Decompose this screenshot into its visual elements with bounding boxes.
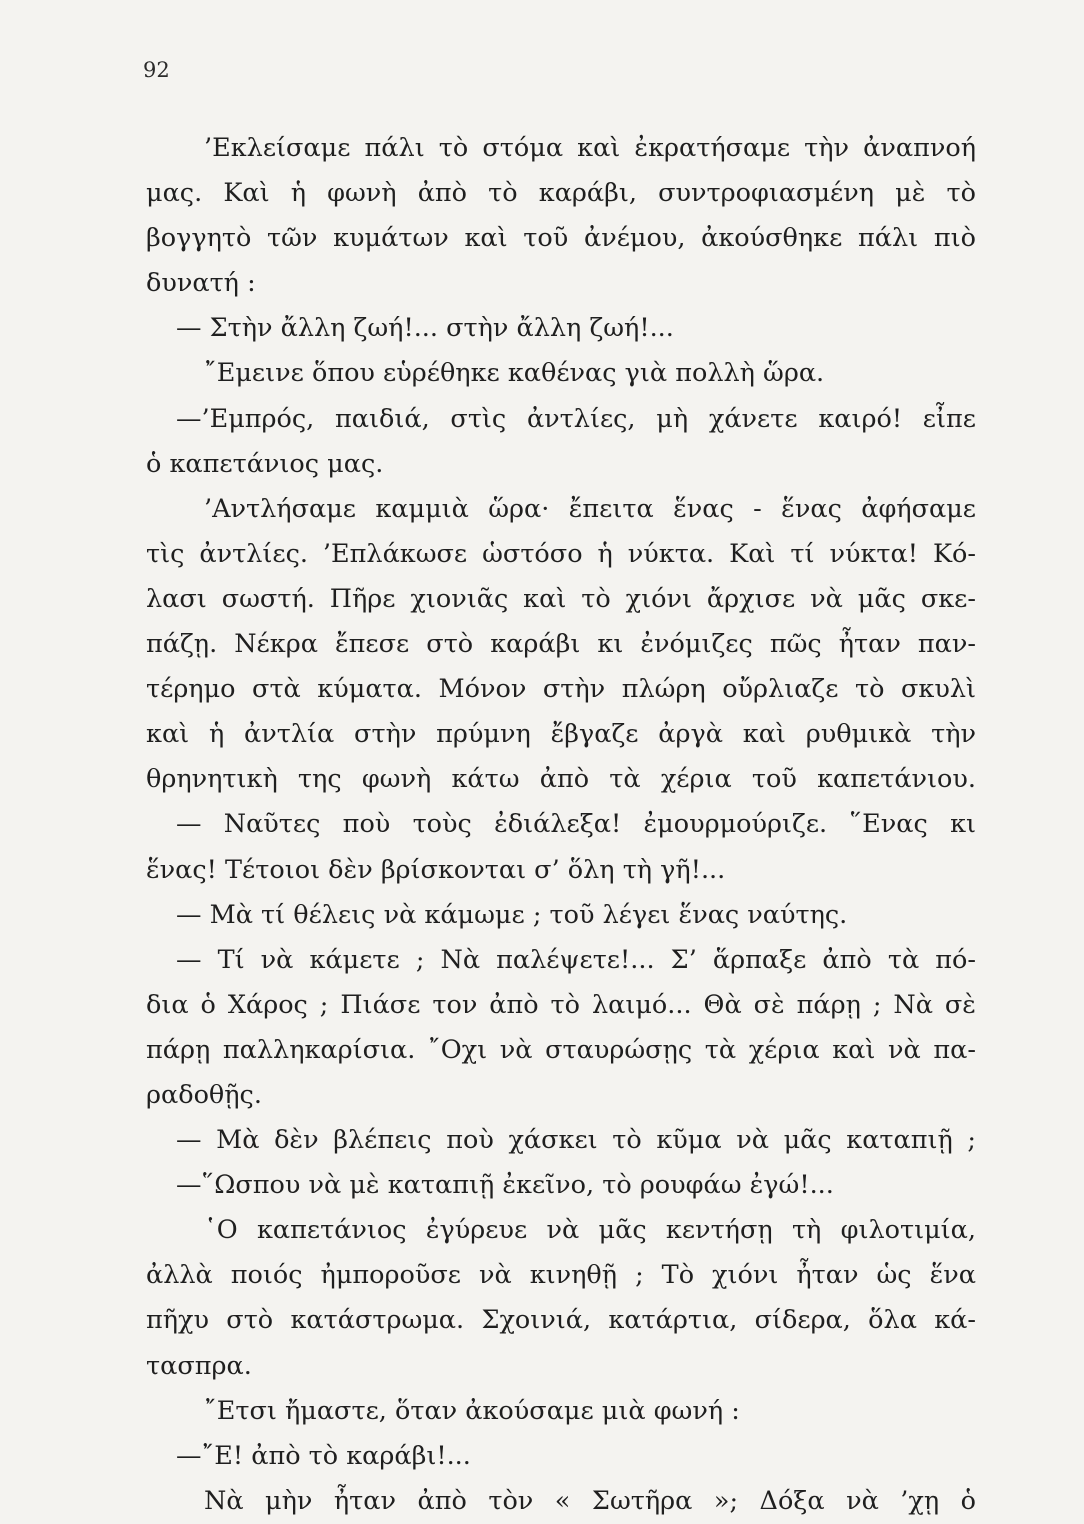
text-line: — Ναῦτες ποὺ τοὺς ἐδιάλεξα! ἐμουρμούριζε. ῞Ενας κι: [176, 809, 976, 840]
text-line: ἀλλὰ ποιός ἠμποροῦσε νὰ κινηθῇ ; Τὸ χιόνι ἦταν ὡς ἕνα: [146, 1260, 976, 1291]
text-line: τὶς ἀντλίες. ’Επλάκωσε ὡστόσο ἡ νύκτα. Καὶ τί νύκτα! Κό-: [146, 538, 976, 569]
text-line: δια ὁ Χάρος ; Πιάσε τον ἀπὸ τὸ λαιμό... Θὰ σὲ πάρῃ ; Νὰ σὲ: [146, 989, 976, 1020]
text-line: τέρημο στὰ κύματα. Μόνον στὴν πλώρη οὔρλιαζε τὸ σκυλὶ: [146, 674, 976, 705]
text-line: — Τί νὰ κάμετε ; Νὰ παλέψετε!... Σ’ ἅρπαξε ἀπὸ τὰ πό-: [176, 944, 976, 975]
text-line: πάζῃ. Νέκρα ἔπεσε στὸ καράβι κι ἐνόμιζες πῶς ἦταν παν-: [146, 629, 976, 660]
text-line: ’Αντλήσαμε καμμιὰ ὥρα· ἔπειτα ἕνας - ἕνας ἀφήσαμε: [204, 493, 976, 524]
text-line: ’Εκλείσαμε πάλι τὸ στόμα καὶ ἐκρατήσαμε τὴν ἀναπνοή: [204, 133, 976, 163]
text-line: —῎Ε! ἀπὸ τὸ καράβι!...: [176, 1440, 471, 1471]
text-line: βογγητὸ τῶν κυμάτων καὶ τοῦ ἀνέμου, ἀκούσθηκε πάλι πιὸ: [146, 223, 976, 254]
text-line: Νὰ μὴν ἦταν ἀπὸ τὸν « Σωτῆρα »; Δόξα νὰ ’χῃ ὁ: [204, 1485, 976, 1516]
text-line: λασι σωστή. Πῆρε χιονιᾶς καὶ τὸ χιόνι ἄρχισε νὰ μᾶς σκε-: [146, 583, 976, 614]
text-line: καὶ ἡ ἀντλία στὴν πρύμνη ἔβγαζε ἀργὰ καὶ ρυθμικὰ τὴν: [146, 719, 976, 750]
text-line: ῎Εμεινε ὅπου εὑρέθηκε καθένας γιὰ πολλὴ ὥρα.: [204, 358, 825, 389]
text-line: θρηνητικὴ της φωνὴ κάτω ἀπὸ τὰ χέρια τοῦ καπετάνιου.: [146, 764, 976, 795]
text-line: ἕνας! Τέτοιοι δὲν βρίσκονται σ’ ὅλη τὴ γῆ!...: [146, 854, 726, 885]
text-line: ῾Ο καπετάνιος ἐγύρευε νὰ μᾶς κεντήσῃ τὴ φιλοτιμία,: [204, 1215, 976, 1246]
text-line: μας. Καὶ ἡ φωνὴ ἀπὸ τὸ καράβι, συντροφιασμένη μὲ τὸ: [146, 178, 976, 209]
body-text: [146, 126, 976, 1524]
text-line: ραδοθῇς.: [146, 1079, 262, 1110]
page-number: 92: [143, 58, 170, 82]
text-line: —῞Ωσπου νὰ μὲ καταπιῇ ἐκεῖνο, τὸ ρουφάω ἐγώ!...: [176, 1170, 834, 1201]
text-line: ὁ καπετάνιος μας.: [146, 448, 384, 479]
text-line: —’Εμπρός, παιδιά, στὶς ἀντλίες, μὴ χάνετε καιρό! εἶπε: [176, 403, 976, 434]
text-line: — Μὰ δὲν βλέπεις ποὺ χάσκει τὸ κῦμα νὰ μᾶς καταπιῇ ;: [176, 1125, 976, 1156]
text-line: πῆχυ στὸ κατάστρωμα. Σχοινιά, κατάρτια, σίδερα, ὅλα κά-: [146, 1305, 976, 1336]
text-line: — Στὴν ἄλλη ζωή!... στὴν ἄλλη ζωή!...: [176, 313, 674, 344]
text-line: τασπρα.: [146, 1350, 252, 1381]
text-line: ῎Ετσι ἤμαστε, ὅταν ἀκούσαμε μιὰ φωνή :: [204, 1395, 740, 1426]
text-line: πάρῃ παλληκαρίσια. ῎Οχι νὰ σταυρώσῃς τὰ χέρια καὶ νὰ πα-: [146, 1034, 976, 1065]
text-line: — Μὰ τί θέλεις νὰ κάμωμε ; τοῦ λέγει ἕνας ναύτης.: [176, 899, 848, 930]
text-line: δυνατή :: [146, 268, 256, 299]
